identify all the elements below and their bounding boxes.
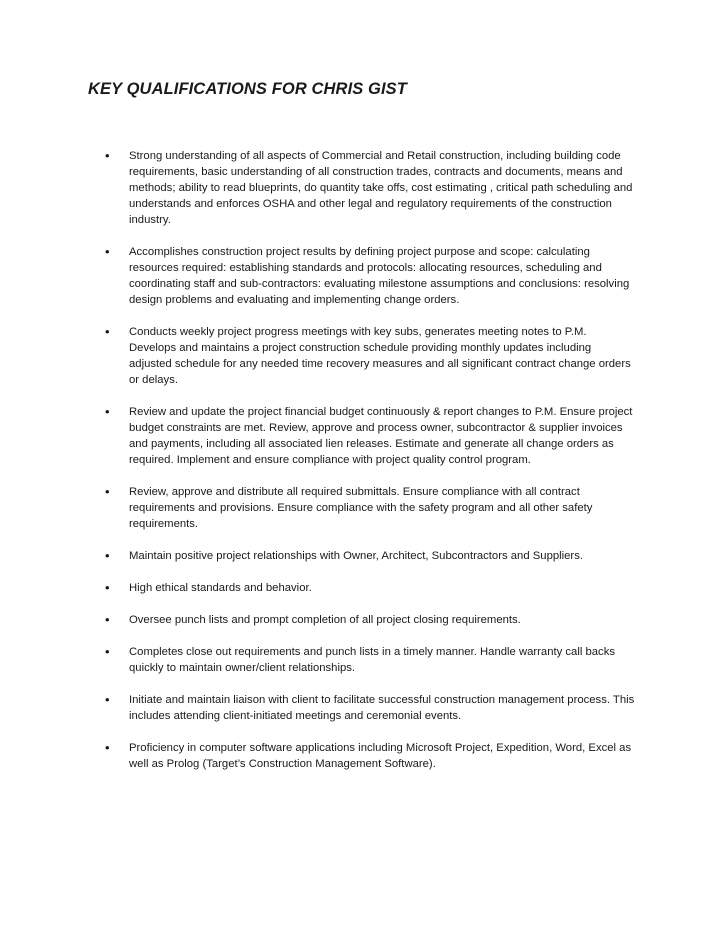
bullet-icon: • [105, 148, 110, 163]
bullet-icon: • [105, 324, 110, 339]
qualification-item [0, 612, 635, 628]
qualification-text: Conducts weekly project progress meetings with key subs, generates meeting notes to P.M. Develops and maintains a project construction schedule providing monthly updates including adjusted schedule for any needed time recovery measures and all significant contract change orders or delays. [129, 326, 631, 386]
qualification-text: Maintain positive project relationships with Owner, Architect, Subcontractors and Suppliers. [129, 550, 583, 562]
bullet-icon: • [105, 612, 110, 627]
bullet-icon: • [105, 548, 110, 563]
qualification-text: Proficiency in computer software applications including Microsoft Project, Expedition, Word, Excel as well as Prolog (Target’s Construction Management Software). [129, 742, 632, 770]
qualification-item [0, 404, 635, 468]
qualification-text: Review, approve and distribute all required submittals. Ensure compliance with all contract requirements and provisions. Ensure compliance with the safety program and all other safety requirements. [129, 486, 593, 530]
qualifications-list [0, 148, 728, 788]
qualification-item [0, 644, 635, 676]
bullet-icon: • [105, 404, 110, 419]
bullet-icon: • [105, 740, 110, 755]
qualification-item [0, 324, 635, 388]
bullet-icon: • [105, 244, 110, 259]
bullet-icon: • [105, 580, 110, 595]
qualification-item [0, 148, 635, 228]
qualification-text: Oversee punch lists and prompt completion of all project closing requirements. [129, 614, 521, 626]
qualification-item [0, 692, 635, 724]
bullet-icon: • [105, 644, 110, 659]
qualification-item [0, 580, 635, 596]
document-title: KEY QUALIFICATIONS FOR CHRIS GIST [88, 80, 407, 98]
qualification-item [0, 484, 635, 532]
qualification-item [0, 740, 635, 772]
qualification-text: High ethical standards and behavior. [129, 582, 312, 594]
qualification-text: Review and update the project financial budget continuously & report changes to P.M. Ensure project budget constraints are met. Review, approve and process owner, subcontractor & supplier invoices and payments, including all associated lien releases. Estimate and generate all change orders as required. Implement and ensure compliance with project quality control program. [129, 406, 633, 466]
qualification-text: Accomplishes construction project results by defining project purpose and scope: calculating resources required: establishing standards and protocols: allocating resources, scheduling and coordinating staff and sub-contractors: evaluating milestone assumptions and conclusions: resolving design problems and evaluating and implementing change orders. [129, 246, 630, 306]
qualification-item [0, 548, 635, 564]
qualification-text: Strong understanding of all aspects of Commercial and Retail construction, including building code requirements, basic understanding of all construction trades, contracts and documents, means and methods; ability to read blueprints, do quantity take offs, cost estimating , critical path scheduling and understands and enforces OSHA and other legal and regulatory requirements of the construction industry. [129, 150, 633, 226]
bullet-icon: • [105, 692, 110, 707]
qualification-item [0, 244, 635, 308]
bullet-icon: • [105, 484, 110, 499]
qualification-text: Initiate and maintain liaison with client to facilitate successful construction management process. This includes attending client-initiated meetings and ceremonial events. [129, 694, 635, 722]
qualification-text: Completes close out requirements and punch lists in a timely manner. Handle warranty call backs quickly to maintain owner/client relationships. [129, 646, 615, 674]
